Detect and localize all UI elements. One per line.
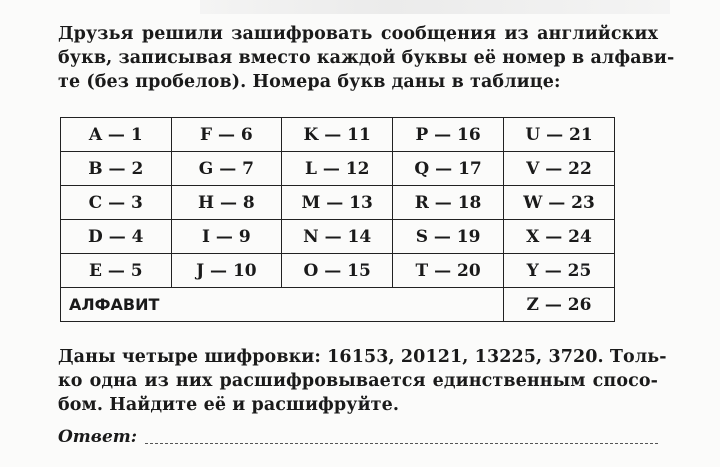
task-line-1: Даны четыре шифровки: 16153, 20121, 13225, 3720. Толь-	[58, 347, 667, 367]
table-title-cell: АЛФАВИТ	[61, 288, 504, 322]
letter-cell: V — 22	[504, 152, 615, 186]
alphabet-table	[60, 117, 615, 322]
letter-cell: I — 9	[171, 220, 282, 254]
letter-cell: Z — 26	[504, 288, 615, 322]
letter-cell: U — 21	[504, 118, 615, 152]
intro-line-3: те (без пробелов). Номера букв даны в таблице:	[58, 72, 561, 92]
table-row	[61, 288, 615, 322]
letter-cell: D — 4	[61, 220, 172, 254]
table-row	[61, 152, 615, 186]
letter-cell: N — 14	[282, 220, 393, 254]
answer-input-line[interactable]	[145, 442, 658, 444]
letter-cell: T — 20	[393, 254, 504, 288]
intro-line-2: букв, записывая вместо каждой буквы её номер в алфави-	[58, 48, 675, 68]
table-row	[61, 220, 615, 254]
letter-cell: B — 2	[61, 152, 172, 186]
task-question-paragraph	[58, 345, 667, 417]
letter-cell: G — 7	[171, 152, 282, 186]
letter-cell: Q — 17	[393, 152, 504, 186]
letter-cell: E — 5	[61, 254, 172, 288]
table-row	[61, 254, 615, 288]
letter-cell: H — 8	[171, 186, 282, 220]
letter-cell: F — 6	[171, 118, 282, 152]
letter-cell: K — 11	[282, 118, 393, 152]
letter-cell: Y — 25	[504, 254, 615, 288]
table-row	[61, 186, 615, 220]
letter-cell: M — 13	[282, 186, 393, 220]
letter-cell: J — 10	[171, 254, 282, 288]
task-line-3: бом. Найдите её и расшифруйте.	[58, 395, 400, 415]
answer-label: Ответ:	[58, 427, 138, 447]
letter-cell: O — 15	[282, 254, 393, 288]
table-row	[61, 118, 615, 152]
intro-line-1: Друзья решили зашифровать сообщения из английских	[58, 24, 658, 44]
letter-cell: C — 3	[61, 186, 172, 220]
letter-cell: X — 24	[504, 220, 615, 254]
letter-cell: P — 16	[393, 118, 504, 152]
bleed-through-header	[200, 0, 670, 14]
letter-cell: S — 19	[393, 220, 504, 254]
task-intro-paragraph	[58, 22, 675, 94]
answer-row	[58, 423, 658, 447]
letter-cell: W — 23	[504, 186, 615, 220]
task-line-2: ко одна из них расшифровывается единственным спосо-	[58, 371, 658, 391]
letter-cell: A — 1	[61, 118, 172, 152]
letter-cell: R — 18	[393, 186, 504, 220]
letter-cell: L — 12	[282, 152, 393, 186]
